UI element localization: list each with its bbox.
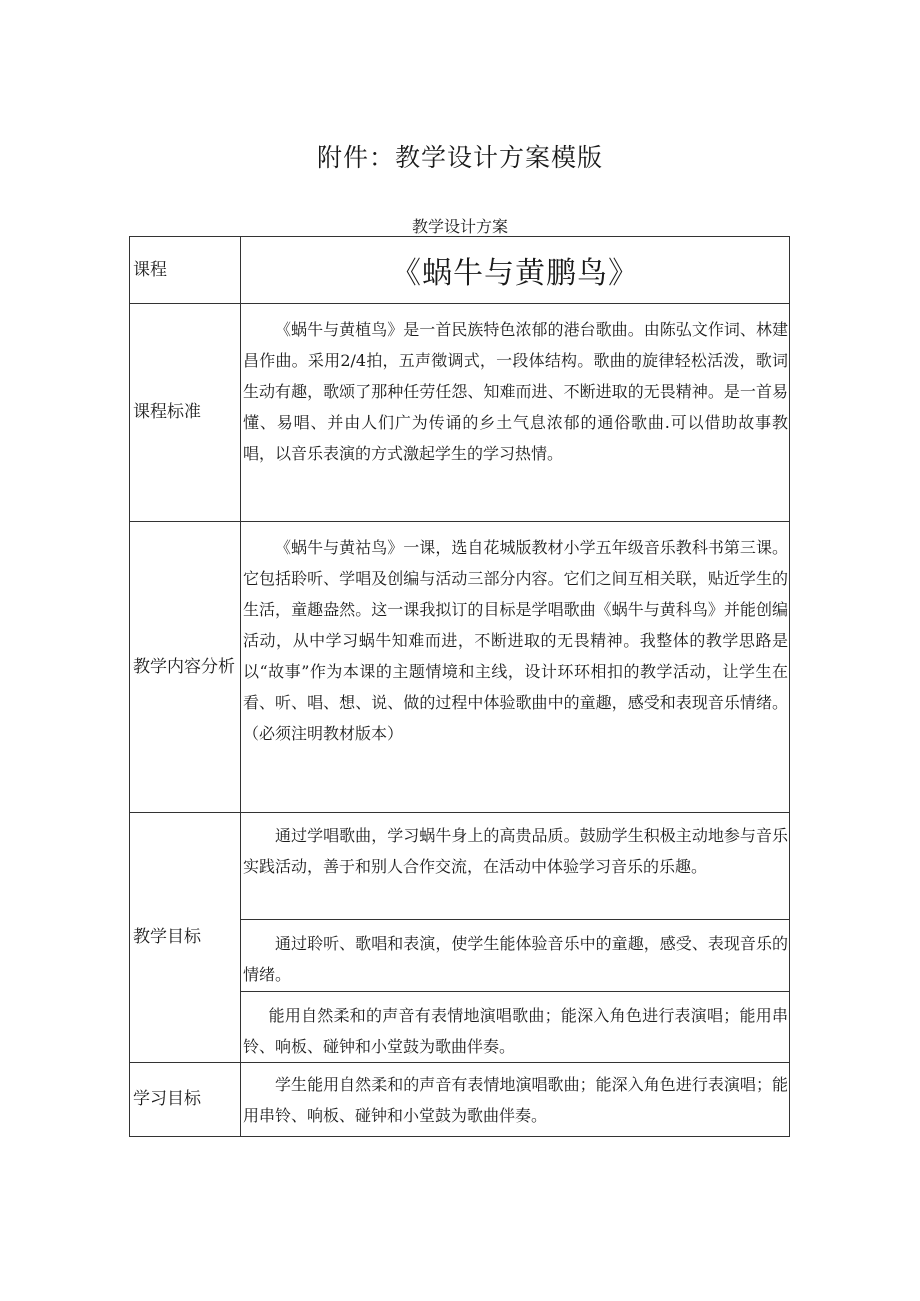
learning-goals-cell [241,1063,790,1137]
course-label: 课程 [130,237,241,304]
teaching-goal-cell-3 [241,992,790,1063]
course-name: 《蜗牛与黄鹏鸟》 [241,237,790,304]
teaching-goal-cell-1 [241,813,790,920]
page-title: 附件：教学设计方案模版 [316,143,603,172]
content-analysis-label: 教学内容分析 [130,522,241,813]
row-course [130,237,790,304]
content-analysis-cell [241,522,790,813]
content-analysis-text: 《蜗牛与黄祜鸟》一课，选自花城版教材小学五年级音乐教科书第三课。它包括聆听、学唱及创编与活动三部分内容。它们之间互相关联，贴近学生的生活，童趣盎然。这一课我拟订的目标是学唱歌曲《蜗牛与黄科鸟》并能创编活动，从中学习蜗牛知难而进，不断进取的无畏精神。我整体的教学思路是以“故事”作为本课的主题情境和主线，设计环环相扣的教学活动，让学生在看、听、唱、想、说、做的过程中体验歌曲中的童趣，感受和表现音乐情绪。（必须注明教材版本） [243,538,788,743]
teaching-goals-label: 教学目标 [130,813,241,1063]
row-teaching-goal-1 [130,813,790,920]
course-standard-label: 课程标准 [130,304,241,522]
teaching-goal-text-1: 通过学唱歌曲，学习蜗牛身上的高贵品质。鼓励学生积极主动地参与音乐实践活动，善于和别人合作交流，在活动中体验学习音乐的乐趣。 [243,826,788,876]
table-caption: 教学设计方案 [411,217,508,236]
learning-goals-text: 学生能用自然柔和的声音有表情地演唱歌曲；能深入角色进行表演唱；能用串铃、响板、碰钟和小堂鼓为歌曲伴奏。 [243,1075,788,1125]
teaching-goal-cell-2 [241,920,790,992]
row-course-standard [130,304,790,522]
course-standard-cell [241,304,790,522]
teaching-goal-text-2: 通过聆听、歌唱和表演，使学生能体验音乐中的童趣，感受、表现音乐的情绪。 [243,934,788,984]
design-table [129,236,790,1137]
course-standard-text: 《蜗牛与黄植鸟》是一首民族特色浓郁的港台歌曲。由陈弘文作词、林建昌作曲。采用2/4拍，五声徵调式，一段体结构。歌曲的旋律轻松活泼，歌词生动有趣，歌颂了那种任劳任怨、知难而进、不断进取的无畏精神。是一首易懂、易唱、并由人们广为传诵的乡土气息浓郁的通俗歌曲.可以借助故事教唱，以音乐表演的方式激起学生的学习热情。 [243,320,788,463]
teaching-goal-text-3: 能用自然柔和的声音有表情地演唱歌曲；能深入角色进行表演唱；能用串铃、响板、碰钟和小堂鼓为歌曲伴奏。 [243,1006,788,1056]
row-content-analysis [130,522,790,813]
learning-goals-label: 学习目标 [130,1063,241,1137]
row-learning-goals [130,1063,790,1137]
